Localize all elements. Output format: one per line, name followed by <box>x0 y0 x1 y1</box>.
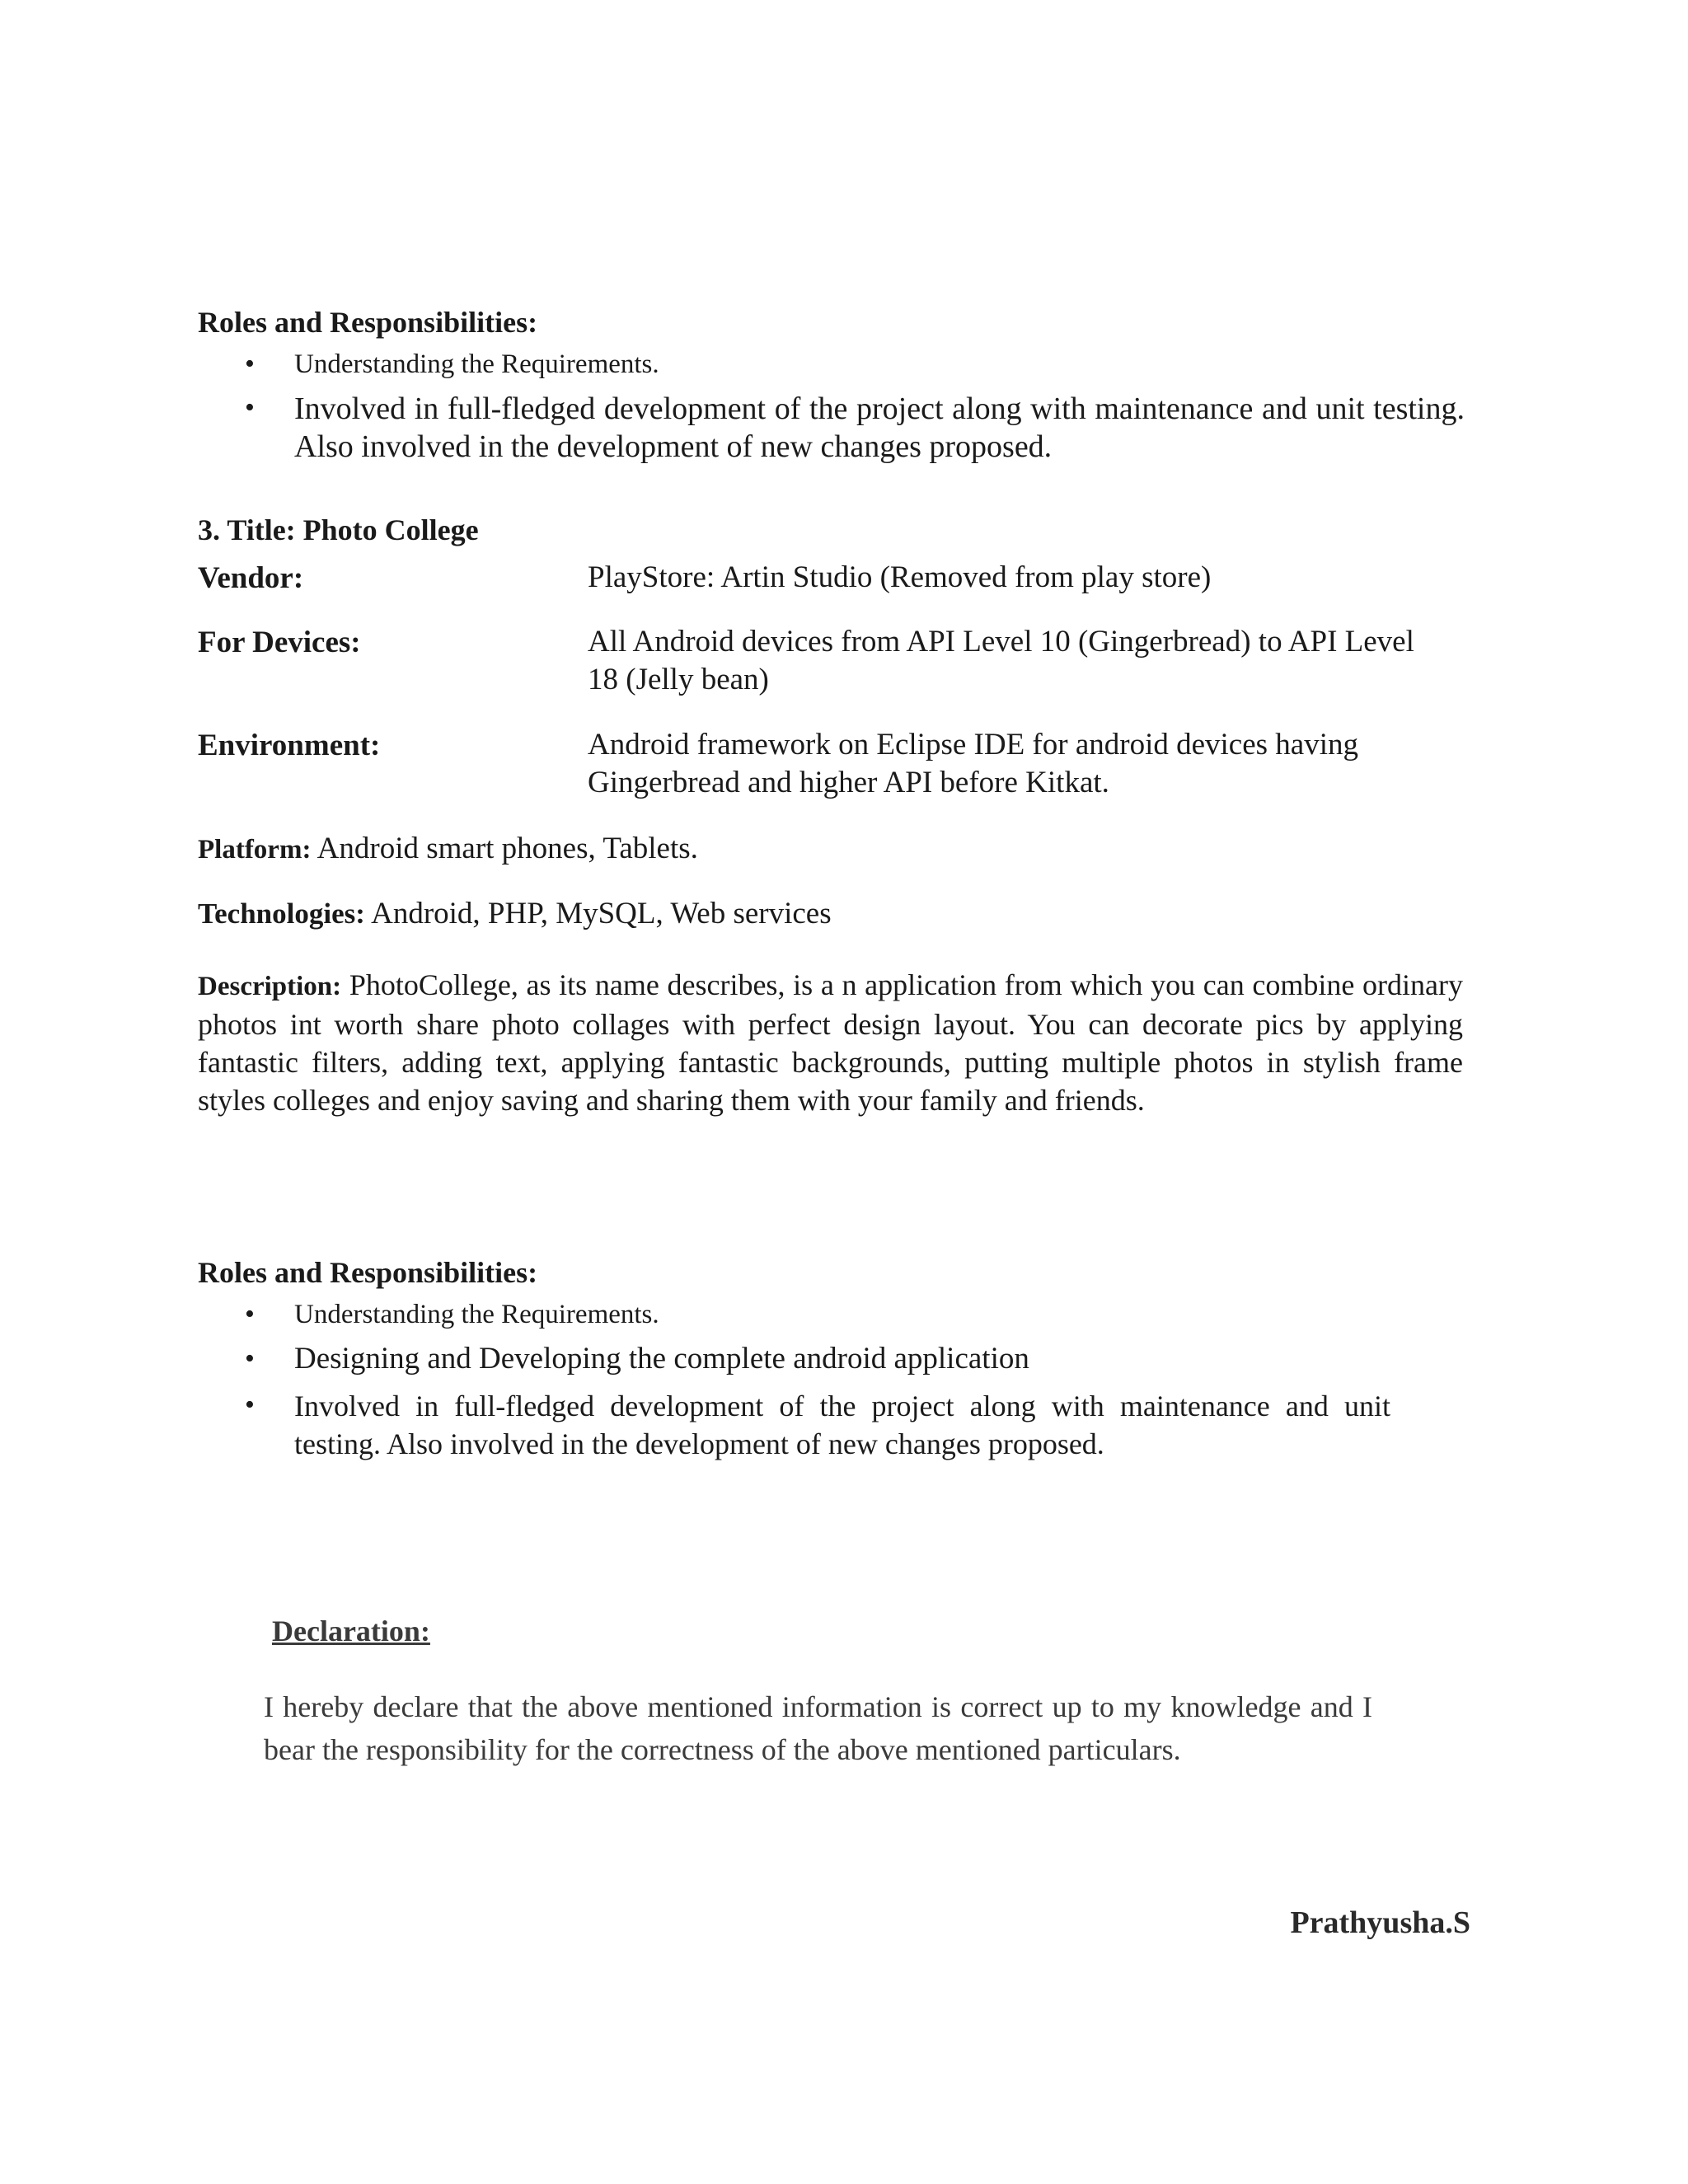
platform-line <box>198 831 698 866</box>
declaration-heading: Declaration: <box>272 1615 430 1647</box>
devices-label: For Devices: <box>198 626 361 659</box>
technologies-line <box>198 896 832 931</box>
bullet-icon: • <box>245 1299 255 1329</box>
signature-name: Prathyusha.S <box>1290 1905 1470 1940</box>
description-label: Description: <box>198 972 342 1001</box>
vendor-label: Vendor: <box>198 561 304 595</box>
bullet-icon: • <box>245 349 255 379</box>
section-heading: Roles and Responsibilities: <box>198 306 538 339</box>
declaration-text: I hereby declare that the above mentioned information is correct up to my knowledge and I bear the responsibility for the correctness of the above mentioned particulars. <box>264 1690 1372 1766</box>
platform-value: Android smart phones, Tablets. <box>316 832 698 865</box>
project-title: 3. Title: Photo College <box>198 513 479 546</box>
bullet-icon: • <box>245 1390 255 1420</box>
environment-value: Android framework on Eclipse IDE for android devices having Gingerbread and higher API before Kitkat. <box>588 728 1358 799</box>
bullet-icon: • <box>245 1343 255 1374</box>
technologies-label: Technologies: <box>198 898 365 930</box>
list-item: Involved in full-fledged development of the project along with maintenance and unit testing. Also involved in the development of new changes proposed. <box>294 1390 1390 1460</box>
section-heading: Roles and Responsibilities: <box>198 1256 538 1289</box>
list-item: Involved in full-fledged development of the project along with maintenance and unit testing. Also involved in the development of new changes proposed. <box>294 391 1465 464</box>
list-item: Understanding the Requirements. <box>294 349 659 379</box>
vendor-value: PlayStore: Artin Studio (Removed from play store) <box>588 560 1212 594</box>
platform-label: Platform: <box>198 835 312 865</box>
description-value: PhotoCollege, as its name describes, is a n application from which you can combine ordinary photos int worth share photo collages with perfect design layout. You can decorate pics by applying fantastic filters, adding text, applying fantastic backgrounds, putting multiple photos in stylish frame styles colleges and enjoy saving and sharing them with your family and friends. <box>198 968 1464 1117</box>
environment-label: Environment: <box>198 729 381 762</box>
list-item: Designing and Developing the complete android application <box>294 1342 1029 1376</box>
description-paragraph <box>198 966 1463 1119</box>
list-item: Understanding the Requirements. <box>294 1300 659 1329</box>
technologies-value: Android, PHP, MySQL, Web services <box>371 897 832 930</box>
bullet-icon: • <box>245 392 255 423</box>
devices-value: All Android devices from API Level 10 (Gingerbread) to API Level 18 (Jelly bean) <box>588 625 1414 696</box>
